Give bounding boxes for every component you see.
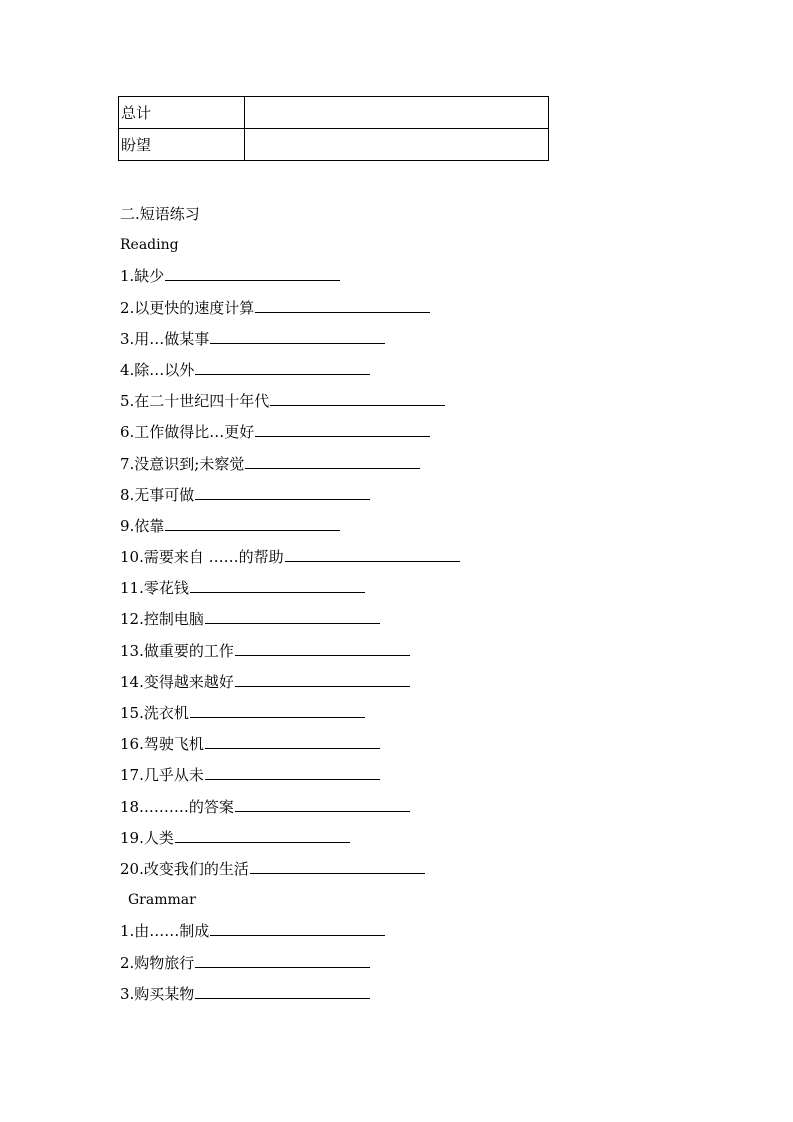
list-item bbox=[120, 729, 460, 760]
phrase-label: 18.………的答案 bbox=[120, 797, 234, 816]
grammar-heading: Grammar bbox=[128, 892, 196, 909]
phrase-label: 16.驾驶飞机 bbox=[120, 735, 204, 754]
phrase-label: 2.购物旅行 bbox=[120, 953, 195, 972]
answer-blank[interactable] bbox=[205, 732, 380, 749]
list-item bbox=[120, 792, 460, 823]
table-cell-answer[interactable] bbox=[245, 97, 549, 129]
table-cell-answer[interactable] bbox=[245, 129, 549, 161]
answer-blank[interactable] bbox=[250, 857, 425, 874]
phrase-label: 3.用…做某事 bbox=[120, 329, 210, 348]
answer-blank[interactable] bbox=[235, 795, 410, 812]
table-row bbox=[119, 129, 549, 161]
list-item bbox=[120, 760, 460, 791]
answer-blank[interactable] bbox=[175, 826, 350, 843]
table-cell-word: 盼望 bbox=[119, 129, 245, 161]
answer-blank[interactable] bbox=[210, 327, 385, 344]
phrase-label: 4.除…以外 bbox=[120, 360, 195, 379]
phrase-label: 11.零花钱 bbox=[120, 579, 189, 598]
phrase-label: 12.控制电脑 bbox=[120, 610, 204, 629]
phrase-label: 19.人类 bbox=[120, 828, 174, 847]
list-item bbox=[120, 293, 460, 324]
list-item bbox=[120, 948, 460, 979]
phrase-label: 20.改变我们的生活 bbox=[120, 859, 249, 878]
list-item bbox=[120, 916, 460, 947]
answer-blank[interactable] bbox=[210, 919, 385, 936]
list-item bbox=[120, 324, 460, 355]
answer-blank[interactable] bbox=[285, 545, 460, 562]
answer-blank[interactable] bbox=[195, 951, 370, 968]
answer-blank[interactable] bbox=[195, 358, 370, 375]
answer-blank[interactable] bbox=[205, 763, 380, 780]
table-row bbox=[119, 97, 549, 129]
answer-blank[interactable] bbox=[235, 639, 410, 656]
phrase-practice-section bbox=[120, 199, 460, 1010]
list-item bbox=[120, 604, 460, 635]
list-item bbox=[120, 449, 460, 480]
list-item bbox=[120, 698, 460, 729]
list-item bbox=[120, 355, 460, 386]
list-item bbox=[120, 480, 460, 511]
answer-blank[interactable] bbox=[190, 701, 365, 718]
answer-blank[interactable] bbox=[190, 576, 365, 593]
list-item bbox=[120, 854, 460, 885]
phrase-label: 5.在二十世纪四十年代 bbox=[120, 392, 270, 411]
phrase-label: 17.几乎从未 bbox=[120, 766, 204, 785]
answer-blank[interactable] bbox=[255, 420, 430, 437]
list-item bbox=[120, 573, 460, 604]
list-item bbox=[120, 823, 460, 854]
list-item bbox=[120, 417, 460, 448]
phrase-label: 13.做重要的工作 bbox=[120, 641, 234, 660]
vocab-table bbox=[118, 96, 549, 161]
phrase-label: 3.购买某物 bbox=[120, 984, 195, 1003]
reading-heading: Reading bbox=[120, 237, 179, 254]
list-item bbox=[120, 511, 460, 542]
answer-blank[interactable] bbox=[205, 607, 380, 624]
phrase-label: 15.洗衣机 bbox=[120, 704, 189, 722]
phrase-label: 2.以更快的速度计算 bbox=[120, 298, 255, 317]
list-item bbox=[120, 386, 460, 417]
phrase-label: 7.没意识到;未察觉 bbox=[120, 454, 245, 473]
list-item bbox=[120, 636, 460, 667]
answer-blank[interactable] bbox=[235, 670, 410, 687]
list-item bbox=[120, 979, 460, 1010]
phrase-label: 9.依靠 bbox=[120, 516, 165, 535]
phrase-label: 14.变得越来越好 bbox=[120, 672, 234, 691]
phrase-label: 1.由……制成 bbox=[120, 922, 210, 941]
answer-blank[interactable] bbox=[195, 982, 370, 999]
answer-blank[interactable] bbox=[270, 389, 445, 406]
answer-blank[interactable] bbox=[195, 483, 370, 500]
answer-blank[interactable] bbox=[245, 452, 420, 469]
phrase-label: 1.缺少 bbox=[120, 267, 165, 286]
section-title: 二.短语练习 bbox=[120, 205, 200, 223]
answer-blank[interactable] bbox=[255, 296, 430, 313]
answer-blank[interactable] bbox=[165, 264, 340, 281]
list-item bbox=[120, 261, 460, 292]
answer-blank[interactable] bbox=[165, 514, 340, 531]
phrase-label: 8.无事可做 bbox=[120, 485, 195, 504]
list-item bbox=[120, 667, 460, 698]
phrase-label: 6.工作做得比…更好 bbox=[120, 423, 255, 442]
list-item bbox=[120, 542, 460, 573]
table-cell-word: 总计 bbox=[119, 97, 245, 129]
phrase-label: 10.需要来自 ……的帮助 bbox=[120, 548, 284, 567]
